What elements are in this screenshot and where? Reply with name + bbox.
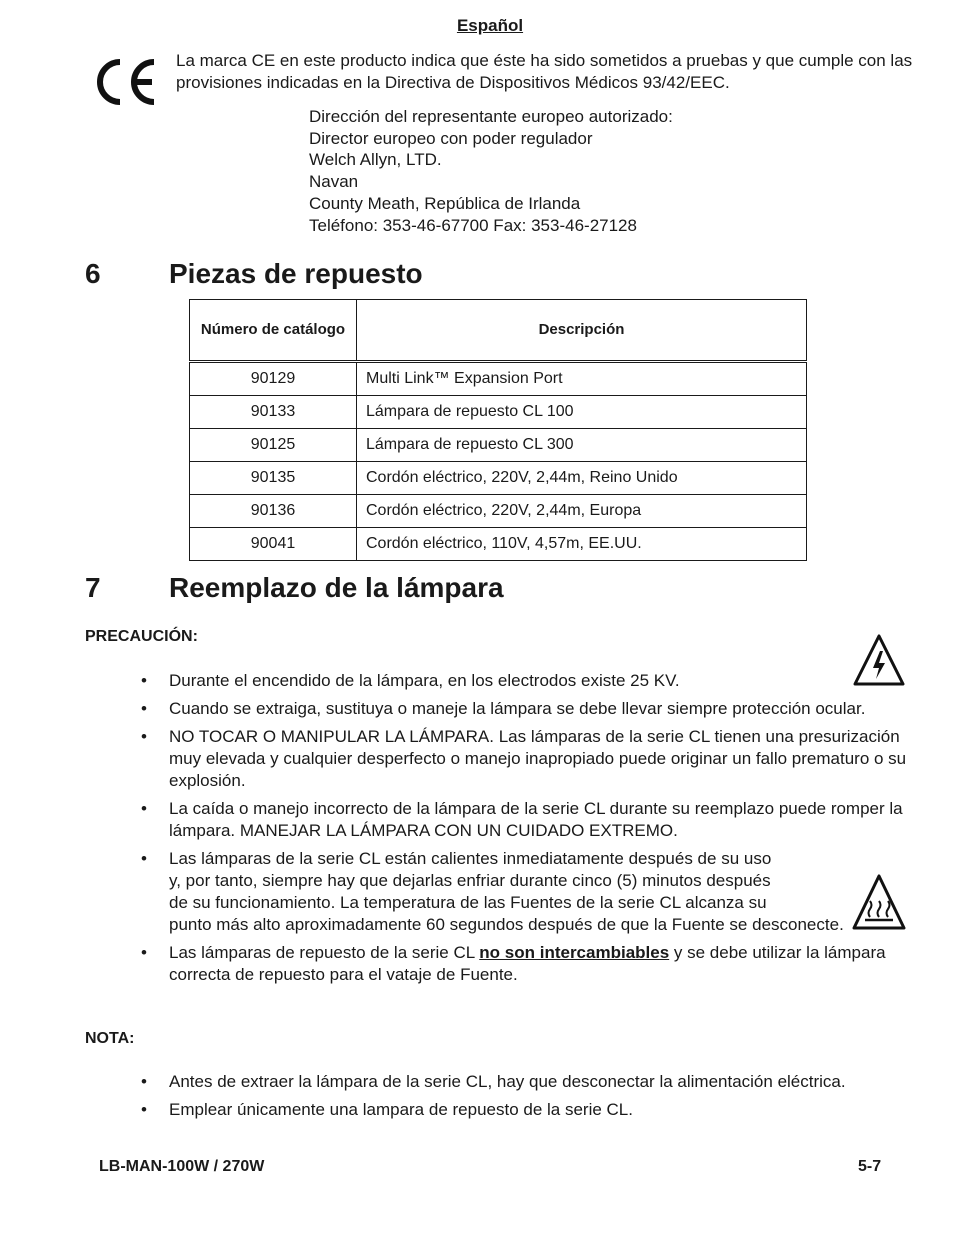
caution-label: PRECAUCIÓN: (85, 628, 198, 645)
description-cell: Cordón eléctrico, 220V, 2,44m, Europa (357, 495, 807, 528)
section-6-number: 6 (85, 258, 101, 289)
description-cell: Lámpara de repuesto CL 100 (357, 396, 807, 429)
catalog-number-cell: 90041 (190, 528, 357, 561)
bullet-icon: • (141, 849, 147, 868)
bullet-icon: • (141, 1100, 147, 1119)
text-line: punto más alto aproximadamente 60 segundos después de que la Fuente se desconecte. (169, 915, 844, 934)
list-item (140, 1071, 930, 1093)
description-cell: Cordón eléctrico, 110V, 4,57m, EE.UU. (357, 528, 807, 561)
list-item (140, 670, 930, 692)
list-item (140, 798, 930, 842)
table-header-row (190, 300, 807, 362)
bullet-icon: • (141, 699, 147, 718)
caution-list (140, 670, 930, 992)
note-item-text: Antes de extraer la lámpara de la serie CL, hay que desconectar la alimentación eléctrica. (169, 1072, 846, 1091)
caution-item-text: Durante el encendido de la lámpara, en los electrodos existe 25 KV. (169, 671, 680, 690)
table-row (190, 528, 807, 561)
description-cell: Lámpara de repuesto CL 300 (357, 429, 807, 462)
caution-item-text: NO TOCAR O MANIPULAR LA LÁMPARA. Las lámparas de la serie CL tienen una presurización muy elevada y cualquier desperfecto o manejo inapropiado puede originar un fallo prematuro o su explosión. (169, 727, 907, 790)
list-item (140, 848, 930, 936)
section-6-title: Piezas de repuesto (169, 258, 423, 289)
text-line: de su funcionamiento. La temperatura de las Fuentes de la serie CL alcanza su (169, 893, 767, 912)
address-line: Welch Allyn, LTD. (309, 150, 442, 170)
list-item (140, 1099, 930, 1121)
footer-page-number: 5-7 (858, 1158, 882, 1175)
catalog-number-header: Número de catálogo (190, 300, 357, 362)
footer-document-id: LB-MAN-100W / 270W (99, 1158, 265, 1175)
text-fragment: Las lámparas de repuesto de la serie CL (169, 943, 480, 962)
table-row (190, 362, 807, 396)
bullet-icon: • (141, 671, 147, 690)
bullet-icon: • (141, 727, 147, 746)
list-item (140, 698, 930, 720)
text-line: Las lámparas de la serie CL están calientes inmediatamente después de su uso (169, 849, 772, 868)
bullet-icon: • (141, 943, 147, 962)
language-heading: Español (456, 16, 524, 35)
ce-mark-icon (88, 56, 160, 108)
list-item (140, 942, 930, 986)
text-line: y, por tanto, siempre hay que dejarlas enfriar durante cinco (5) minutos después (169, 871, 771, 890)
section-7-number: 7 (85, 572, 101, 603)
table-row (190, 495, 807, 528)
hot-lamp-item-text (169, 848, 930, 936)
address-line: Navan (309, 172, 359, 192)
table-row (190, 462, 807, 495)
address-line: Teléfono: 353-46-67700 Fax: 353-46-27128 (309, 215, 637, 235)
note-item-text: Emplear únicamente una lampara de repuesto de la serie CL. (169, 1100, 633, 1119)
authorized-representative-address (309, 106, 673, 236)
table-row (190, 429, 807, 462)
note-label: NOTA: (85, 1030, 135, 1047)
catalog-number-cell: 90133 (190, 396, 357, 429)
text-fragment: y se debe utilizar la lámpara correcta de repuesto para el vataje de Fuente. (169, 943, 886, 984)
emphasis-text: no son intercambiables (479, 943, 670, 962)
address-line: Dirección del representante europeo autorizado: (309, 107, 673, 126)
spare-parts-table (189, 299, 807, 561)
catalog-number-cell: 90125 (190, 429, 357, 462)
ce-statement: La marca CE en este producto indica que éste ha sido sometidos a pruebas y que cumple con las provisiones indicadas en la Directiva de Dispositivos Médicos 93/42/EEC. (176, 51, 913, 92)
description-cell: Cordón eléctrico, 220V, 2,44m, Reino Unido (357, 462, 807, 495)
table-row (190, 396, 807, 429)
note-list (140, 1071, 930, 1127)
interchange-item-text (169, 943, 886, 984)
description-header: Descripción (357, 300, 807, 362)
catalog-number-cell: 90129 (190, 362, 357, 396)
address-line: Director europeo con poder regulador (309, 128, 593, 148)
description-cell: Multi Link™ Expansion Port (357, 362, 807, 396)
hot-surface-warning-icon (851, 873, 907, 931)
bullet-icon: • (141, 799, 147, 818)
catalog-number-cell: 90136 (190, 495, 357, 528)
bullet-icon: • (141, 1072, 147, 1091)
caution-item-text: Cuando se extraiga, sustituya o maneje la lámpara se debe llevar siempre protección ocular. (169, 699, 866, 718)
address-line: County Meath, República de Irlanda (309, 193, 581, 213)
caution-item-text: La caída o manejo incorrecto de la lámpara de la serie CL durante su reemplazo puede romper la lámpara. MANEJAR LA LÁMPARA CON UN CUIDADO EXTREMO. (169, 799, 903, 840)
catalog-number-cell: 90135 (190, 462, 357, 495)
section-7-title: Reemplazo de la lámpara (169, 572, 504, 603)
list-item (140, 726, 930, 792)
